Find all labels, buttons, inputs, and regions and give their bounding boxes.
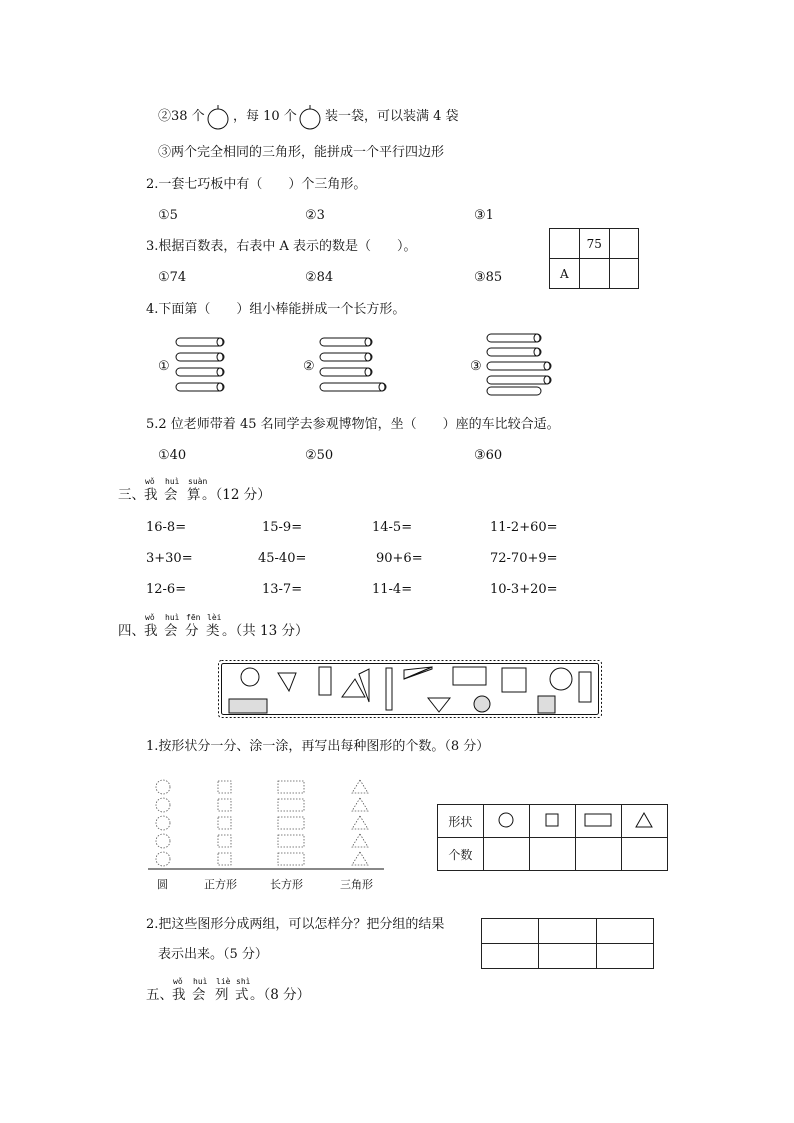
triangle-shape [428,698,450,712]
hundred-chart-fragment [549,228,639,289]
circle-shape [241,668,259,686]
hundred-cell-a: A [550,259,580,289]
hundred-cell [550,229,580,259]
shape-count-pictograph [148,774,384,874]
hundred-cell-75: 75 [579,229,609,259]
count-answer-cell[interactable] [621,838,667,871]
problem: 45-40= [258,551,307,566]
grouping-cell[interactable] [596,919,653,944]
rectangle-shape [229,699,267,713]
problem: 12-6= [146,582,187,597]
table-cell-triangle [621,805,667,838]
chart-label-triangle: 三角形 [340,878,373,891]
circle-shape [474,696,490,712]
q1-option2-part-c: 装一袋，可以装满 4 袋 [325,109,459,124]
table-cell-rectangle [575,805,621,838]
stick-group-3-label: ③ [470,359,482,374]
shape-count-table [437,804,668,871]
chart-label-square: 正方形 [204,878,237,891]
table-cell-square [529,805,575,838]
hundred-cell [609,229,638,259]
problem: 3+30= [146,551,193,566]
chart-label-rectangle: 长方形 [270,878,303,891]
problem: 16-8= [146,520,187,535]
grouping-cell[interactable] [596,944,653,969]
stick-group-2-label: ② [303,359,315,374]
triangle-shape [278,673,296,691]
problem: 11-2+60= [490,520,558,535]
q3-option-1: ①74 [158,270,187,285]
q1-option2-part-b: ，每 10 个 [233,109,297,124]
shapes-box [218,660,602,718]
problem: 15-9= [262,520,303,535]
stick [320,338,386,391]
grouping-table [481,918,654,969]
problem: 90+6= [376,551,423,566]
q3-stem: 3.根据百数表，右表中 A 表示的数是（ ）。 [146,239,417,254]
grouping-cell[interactable] [539,919,596,944]
stick [176,338,224,391]
section4-q2-line1: 2.把这些图形分成两组，可以怎样分？把分组的结果 [146,917,445,932]
rectangle-shape [579,672,591,702]
table-header-count: 个数 [438,838,484,871]
count-answer-cell[interactable] [529,838,575,871]
square-shape [538,696,555,713]
rectangle-shape [453,667,486,685]
problem: 13-7= [262,582,303,597]
section4-q2-line2: 表示出来。（5 分） [158,947,268,962]
q1-option3: ③两个完全相同的三角形，能拼成一个平行四边形 [158,145,445,160]
q5-option-3: ③60 [474,448,503,463]
section4-q1: 1.按形状分一分、涂一涂，再写出每种图形的个数。（8 分） [146,739,490,754]
q2-option-3: ③1 [474,208,494,223]
table-cell-circle [483,805,529,838]
triangle-icon [633,810,655,830]
q5-option-2: ②50 [305,448,334,463]
q2-option-2: ②3 [305,208,325,223]
count-answer-cell[interactable] [575,838,621,871]
q4-stem: 4.下面第（ ）组小棒能拼成一个长方形。 [146,302,406,317]
q5-stem: 5.2 位老师带着 45 名同学去参观博物馆，坐（ ）座的车比较合适。 [146,417,560,432]
rectangle-icon [583,810,613,830]
count-answer-cell[interactable] [483,838,529,871]
q2-stem: 2.一套七巧板中有（ ）个三角形。 [146,177,367,192]
table-header-shape: 形状 [438,805,484,838]
square-shape [502,668,526,692]
stick [487,334,551,395]
stick-group-1-label: ① [158,359,170,374]
triangle-shape [404,667,432,679]
problem: 72-70+9= [490,551,558,566]
problem: 10-3+20= [490,582,558,597]
hundred-cell [609,259,638,289]
hundred-cell [579,259,609,289]
circle-icon [496,810,516,830]
grouping-cell[interactable] [482,919,539,944]
grouping-cell[interactable] [482,944,539,969]
q3-option-2: ②84 [305,270,334,285]
stick-group-2 [316,334,390,398]
chart-label-circle: 圆 [157,878,168,891]
q3-option-3: ③85 [474,270,503,285]
apple-icon [297,104,323,130]
circle-shape [550,668,572,690]
rectangle-shape [386,668,392,710]
stick-group-3 [483,330,555,402]
problem: 14-5= [372,520,413,535]
q5-option-1: ①40 [158,448,187,463]
problem: 11-4= [372,582,413,597]
square-icon [542,810,562,830]
apple-icon [205,104,231,130]
stick-group-1 [170,334,230,398]
rectangle-shape [319,667,331,695]
grouping-cell[interactable] [539,944,596,969]
q1-option2-part-a: ②38 个 [158,109,205,124]
q2-option-1: ①5 [158,208,178,223]
